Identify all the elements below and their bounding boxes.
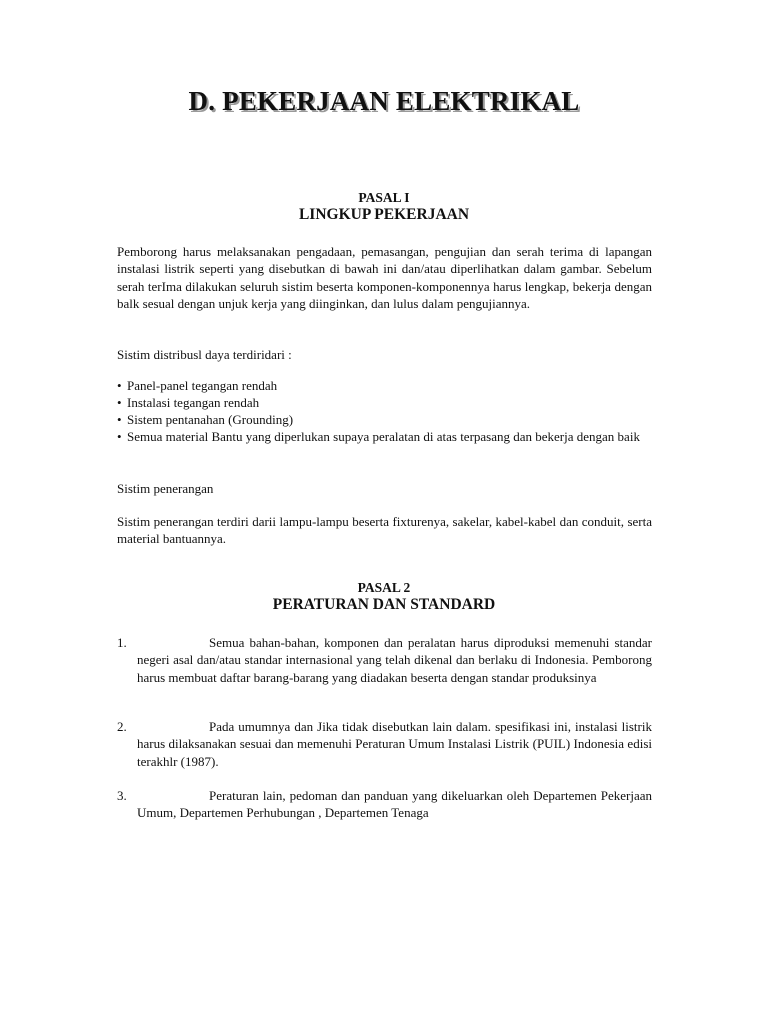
regulation-item-3 [117,787,652,822]
list-item: • Semua material Bantu yang diperlukan supaya peralatan di atas terpasang dan bekerja dengan baik [117,429,640,444]
document-title: D. PEKERJAAN ELEKTRIKAL [188,86,580,116]
list-item: • Instalasi tegangan rendah [117,395,260,410]
regulation-item-1 [117,634,652,686]
list-item: • Sistem pentanahan (Grounding) [117,412,294,427]
item-number: 2. [117,719,127,734]
bullet-icon: • [117,429,122,444]
distribution-list [117,377,652,445]
item-number: 3. [117,788,127,803]
lighting-label: Sistim penerangan [117,481,214,496]
distribution-label: Sistim distribusl daya terdiridari : [117,347,292,362]
item-text: Peraturan lain, pedoman dan panduan yang dikeluarkan oleh Departemen Pekerjaan Umum, Departemen Perhubungan , Departemen Tenaga [137,788,652,821]
lighting-text: Sistim penerangan terdiri darii lampu-lampu beserta fixturenya, sakelar, kabel-kabel dan conduit, serta material bantuannya. [117,514,652,547]
item-text: Pada umumnya dan Jika tidak disebutkan lain dalam. spesifikasi ini, instalasi listrik harus dilaksanakan sesuai dan memenuhi Peraturan Umum Instalasi Listrik (PUIL) Indonesia edisi terakhlr (1987). [137,719,652,769]
regulation-item-2 [117,718,652,770]
pasal-2-heading: PERATURAN DAN STANDARD [272,596,496,613]
pasal-1-intro: Pemborong harus melaksanakan pengadaan, pemasangan, pengujian dan serah terima di lapangan instalasi listrik seperti yang disebutkan di bawah ini dan/atau diperlihatkan dalam gambar. Sebelum serah terIma dilakukan seluruh sistim beserta komponen-komponennya harus lengkap, bekerja dengan balk sesual dengan unjuk kerja yang diinginkan, dan lulus dalam pengujiannya. [117,244,652,311]
bullet-icon: • [117,395,122,410]
list-item: • Panel-panel tegangan rendah [117,378,278,393]
bullet-icon: • [117,378,122,393]
pasal-1-label: PASAL I [358,190,410,205]
pasal-1-heading: LINGKUP PEKERJAAN [298,206,470,223]
item-number: 1. [117,635,127,650]
pasal-2-label: PASAL 2 [357,580,411,595]
bullet-icon: • [117,412,122,427]
item-text: Semua bahan-bahan, komponen dan peralatan harus diproduksi memenuhi standar negeri asal dan/atau standar internasional yang telah dikenal dan berlaku di Indonesia. Pemborong harus membuat daftar barang-barang yang diadakan beserta dengan standar produksinya [137,635,652,685]
